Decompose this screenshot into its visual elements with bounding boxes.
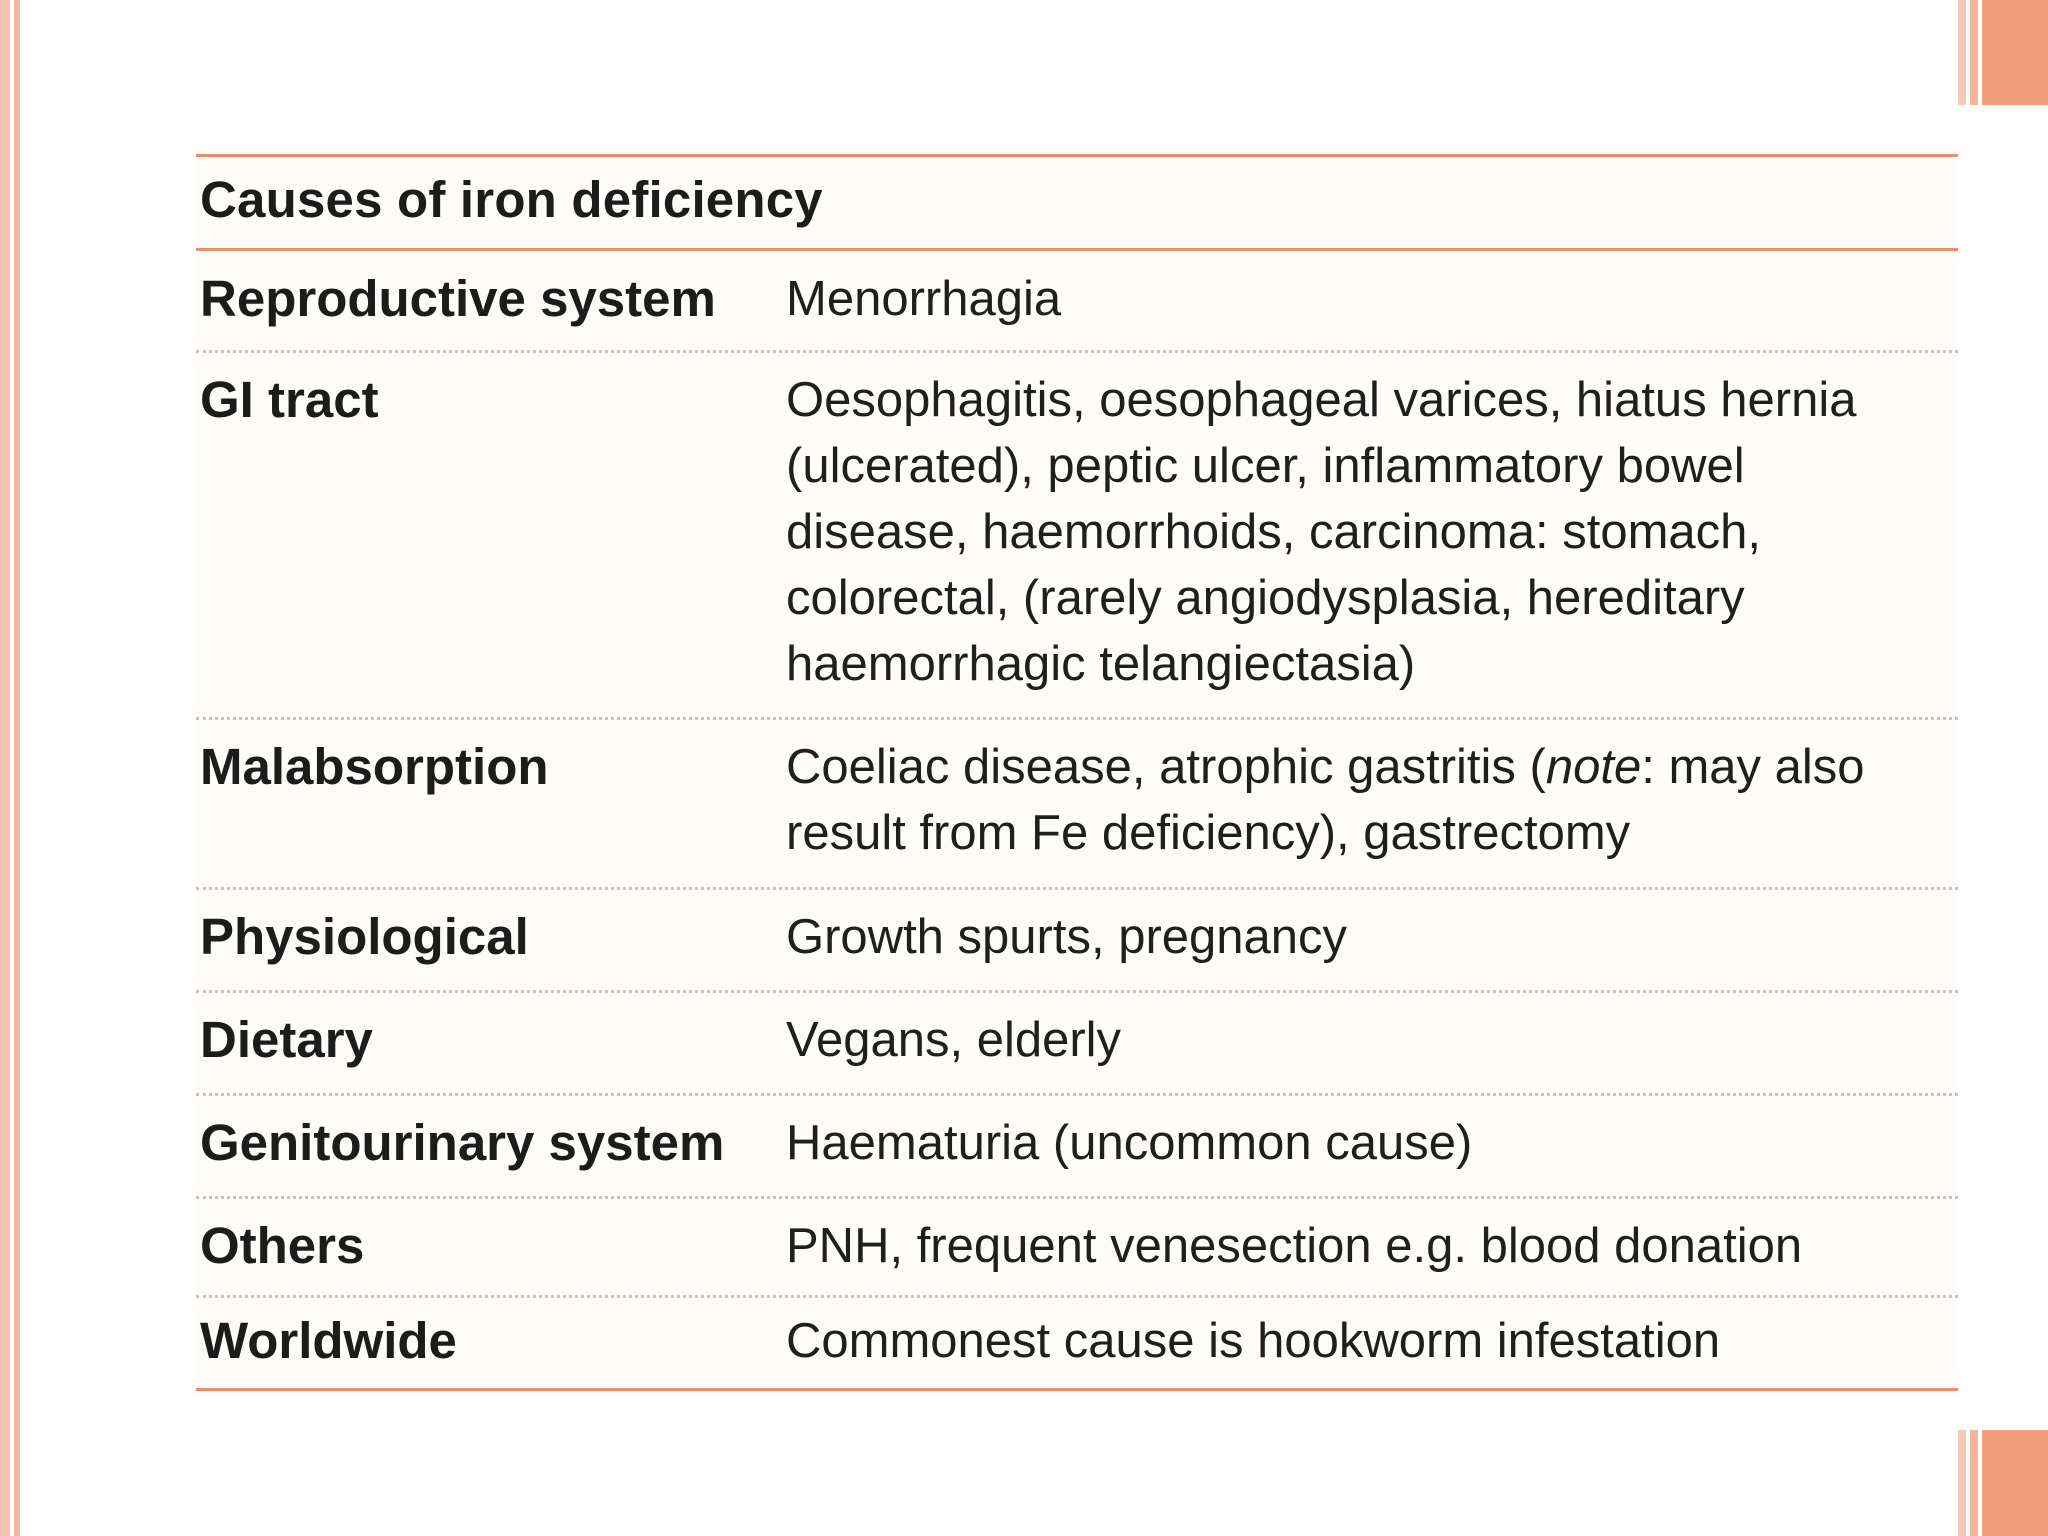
- table-row: [196, 993, 1958, 1096]
- causes-text-b: : may also result from Fe deficiency), gastrectomy: [786, 740, 1865, 860]
- left-decorative-stripe-inner: [14, 0, 20, 1536]
- row-causes: Commonest cause is hookworm infestation: [786, 1314, 1721, 1368]
- table-row: [196, 1096, 1958, 1199]
- row-category: Others: [200, 1217, 365, 1274]
- row-category: Physiological: [200, 908, 529, 965]
- bottom-right-decoration: [1958, 1430, 2048, 1536]
- bottom-rule: [196, 1388, 1958, 1391]
- top-rule: [196, 154, 1958, 157]
- row-category: Genitourinary system: [200, 1114, 725, 1171]
- iron-deficiency-table: [196, 150, 1958, 1395]
- row-causes: Vegans, elderly: [786, 1013, 1122, 1067]
- left-decorative-stripe: [0, 0, 10, 1536]
- row-category: Reproductive system: [200, 270, 716, 327]
- table-row: [196, 353, 1958, 720]
- row-category: Malabsorption: [200, 738, 549, 795]
- table-title: Causes of iron deficiency: [200, 171, 823, 228]
- table-row: [196, 1199, 1958, 1298]
- causes-text-italic: note: [1545, 740, 1642, 794]
- row-category: Dietary: [200, 1011, 373, 1068]
- row-causes: Growth spurts, pregnancy: [786, 910, 1348, 964]
- causes-text-a: Coeliac disease, atrophic gastritis (: [786, 740, 1546, 794]
- top-right-decoration: [1958, 0, 2048, 105]
- table-row: [196, 252, 1958, 353]
- row-causes: Menorrhagia: [786, 272, 1062, 326]
- table-body: [196, 252, 1958, 1392]
- row-causes: Haematuria (uncommon cause): [786, 1116, 1473, 1170]
- row-category: Worldwide: [200, 1312, 457, 1369]
- table-row: [196, 890, 1958, 993]
- table-row: [196, 720, 1958, 890]
- row-causes: [786, 734, 1958, 866]
- header-rule: [196, 248, 1958, 251]
- row-causes: PNH, frequent venesection e.g. blood donation: [786, 1219, 1803, 1273]
- row-category: GI tract: [200, 371, 379, 428]
- table-row: [196, 1298, 1958, 1392]
- row-causes: Oesophagitis, oesophageal varices, hiatus hernia (ulcerated), peptic ulcer, inflammatory bowel disease, haemorrhoids, carcinoma: stomach, colorectal, (rarely angiodysplasia, hereditary haemorrhagic telangiectasia): [786, 373, 1857, 691]
